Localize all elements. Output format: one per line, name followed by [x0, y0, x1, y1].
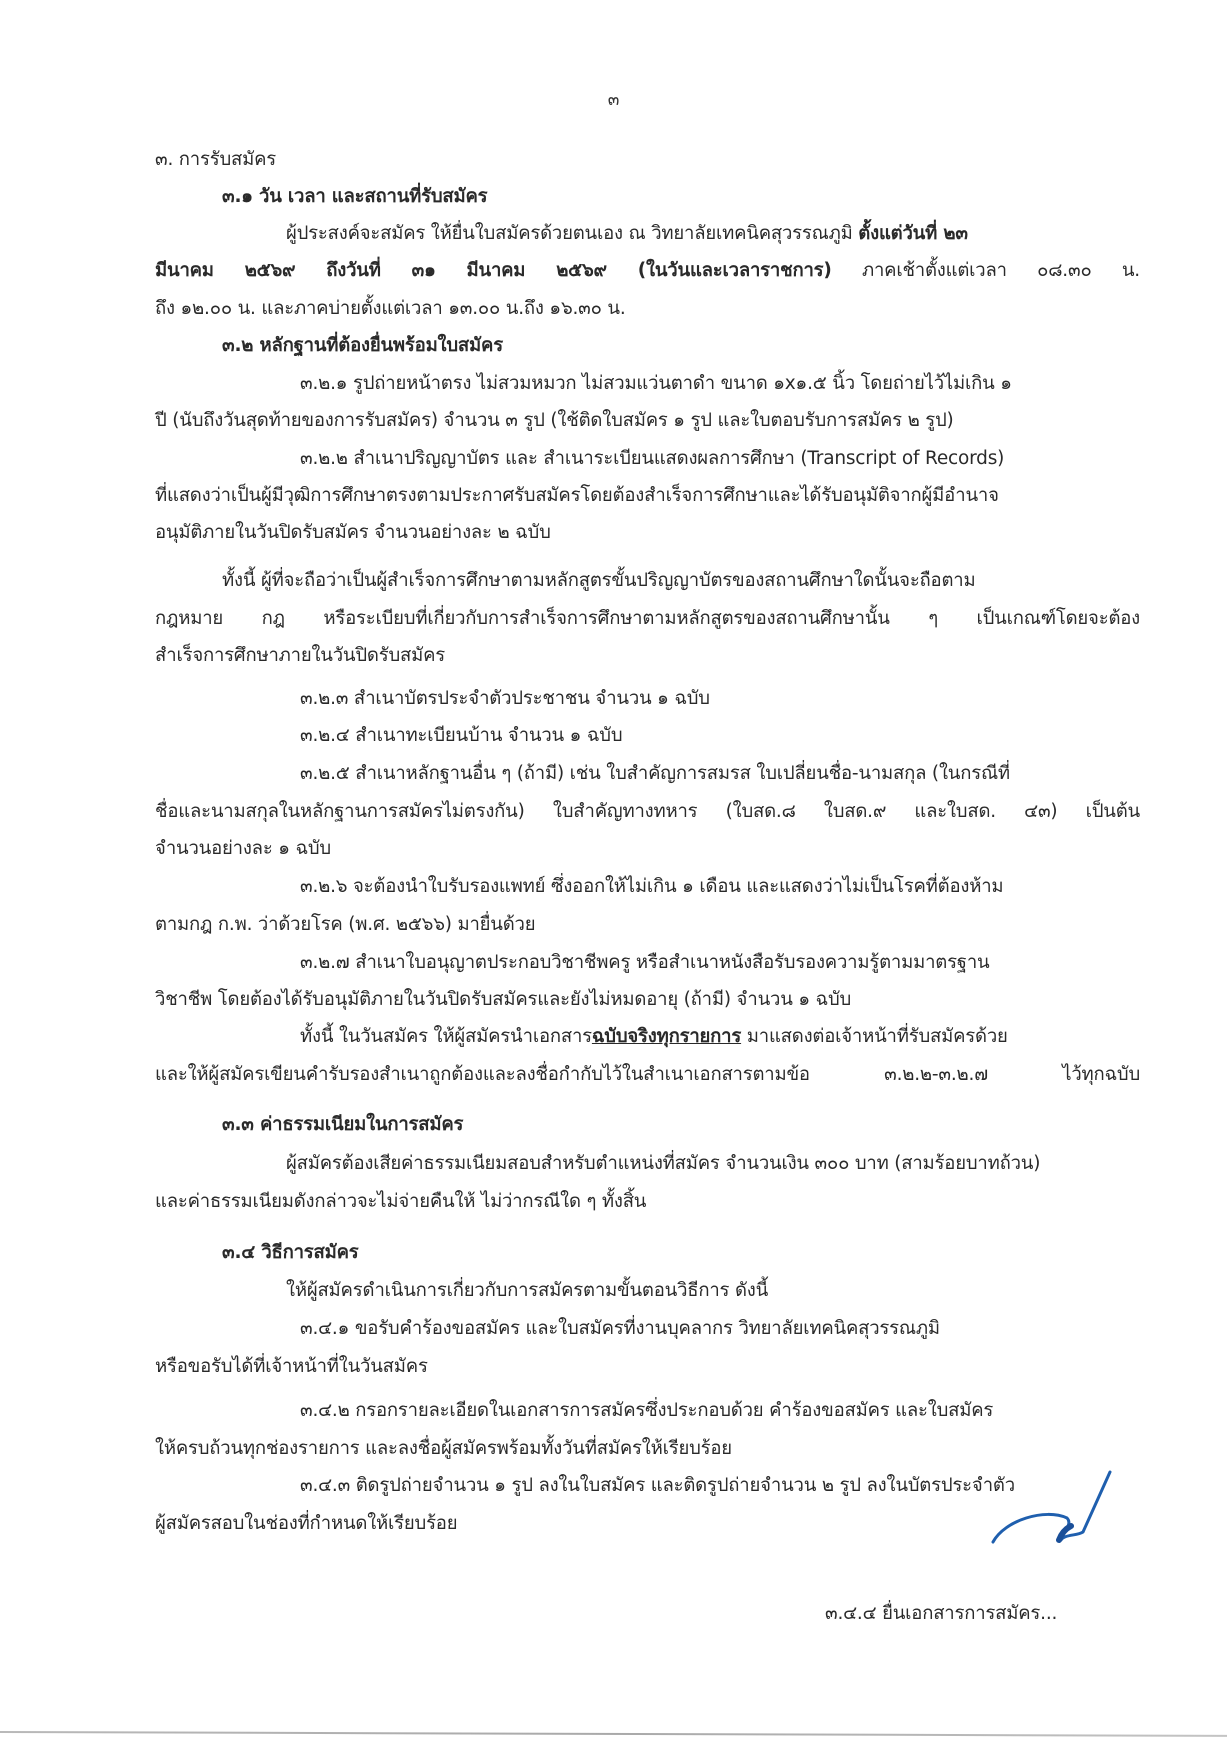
list-item-3-2-6-cont: ตามกฎ ก.พ. ว่าด้วยโรค (พ.ศ. ๒๕๖๖) มายื่นด้วย: [155, 914, 536, 935]
list-item-3-4-3-cont: ผู้สมัครสอบในช่องที่กำหนดให้เรียบร้อย: [155, 1513, 458, 1534]
list-item-3-2-1-cont: ปี (นับถึงวันสุดท้ายของการรับสมัคร) จำนวน ๓ รูป (ใช้ติดใบสมัคร ๑ รูป และใบตอบรับการสมัคร ๒ รูป): [155, 410, 954, 431]
subsection-heading-3-1: ๓.๑ วัน เวลา และสถานที่รับสมัคร: [222, 186, 488, 207]
text-span: ทั้งนี้ ในวันสมัคร ให้ผู้สมัครนำเอกสาร: [300, 1026, 592, 1047]
list-item-3-4-1-cont: หรือขอรับได้ที่เจ้าหน้าที่ในวันสมัคร: [155, 1356, 428, 1377]
list-item-3-2-3: ๓.๒.๓ สำเนาบัตรประจำตัวประชาชน จำนวน ๑ ฉบับ: [300, 688, 710, 709]
paragraph-line: [155, 258, 1140, 284]
list-item-3-2-5: ๓.๒.๕ สำเนาหลักฐานอื่น ๆ (ถ้ามี) เช่น ใบสำคัญการสมรส ใบเปลี่ยนชื่อ-นามสกุล (ในกรณีที่: [300, 763, 1010, 784]
list-item-3-4-2-cont: ให้ครบถ้วนทุกช่องรายการ และลงชื่อผู้สมัครพร้อมทั้งวันที่สมัครให้เรียบร้อย: [155, 1438, 732, 1459]
scan-edge-divider: [0, 1731, 1227, 1737]
original-documents-note: [300, 1024, 1008, 1050]
text-span: ผู้ประสงค์จะสมัคร ให้ยื่นใบสมัครด้วยตนเอง ณ วิทยาลัยเทคนิคสุวรรณภูมิ: [286, 223, 859, 244]
list-item-3-2-7: ๓.๒.๗ สำเนาใบอนุญาตประกอบวิชาชีพครู หรือสำเนาหนังสือรับรองความรู้ตามมาตรฐาน: [300, 952, 990, 973]
paragraph-line: [286, 221, 968, 247]
page-number: ๓: [607, 90, 620, 110]
continuation-marker: ๓.๔.๔ ยื่นเอกสารการสมัคร...: [825, 1603, 1058, 1624]
section-heading: ๓. การรับสมัคร: [155, 149, 277, 170]
list-item-3-2-6: ๓.๒.๖ จะต้องนำใบรับรองแพทย์ ซึ่งออกให้ไม่เกิน ๑ เดือน และแสดงว่าไม่เป็นโรคที่ต้องห้าม: [300, 876, 1004, 897]
list-item-3-4-3: ๓.๔.๓ ติดรูปถ่ายจำนวน ๑ รูป ลงในใบสมัคร และติดรูปถ่ายจำนวน ๒ รูป ลงในบัตรประจำตัว: [300, 1475, 1015, 1496]
procedure-intro: ให้ผู้สมัครดำเนินการเกี่ยวกับการสมัครตามขั้นตอนวิธีการ ดังนี้: [286, 1280, 769, 1301]
text-span: ภาคเช้าตั้งแต่เวลา ๐๘.๓๐ น.: [831, 260, 1140, 281]
bold-date-span: มีนาคม ๒๕๖๙ ถึงวันที่ ๓๑ มีนาคม ๒๕๖๙ (ในวันและเวลาราชการ): [155, 260, 832, 281]
paragraph-line: ถึง ๑๒.๐๐ น. และภาคบ่ายตั้งแต่เวลา ๑๓.๐๐ น.ถึง ๑๖.๓๐ น.: [155, 298, 626, 319]
bold-date-span: ตั้งแต่วันที่ ๒๓: [858, 223, 968, 244]
list-item-3-4-1: ๓.๔.๑ ขอรับคำร้องขอสมัคร และใบสมัครที่งานบุคลากร วิทยาลัยเทคนิคสุวรรณภูมิ: [300, 1318, 940, 1339]
text-span: มาแสดงต่อเจ้าหน้าที่รับสมัครด้วย: [741, 1026, 1008, 1047]
list-item-3-2-7-cont: วิชาชีพ โดยต้องได้รับอนุมัติภายในวันปิดรับสมัครและยังไม่หมดอายุ (ถ้ามี) จำนวน ๑ ฉบับ: [155, 989, 852, 1010]
list-item-3-2-2-cont: อนุมัติภายในวันปิดรับสมัคร จำนวนอย่างละ ๒ ฉบับ: [155, 522, 551, 543]
original-documents-note-cont: และให้ผู้สมัครเขียนคำรับรองสำเนาถูกต้องและลงชื่อกำกับไว้ในสำเนาเอกสารตามข้อ ๓.๒.๒-๓.๒.๗ ไว้ทุกฉบับ: [155, 1064, 1140, 1085]
signature-icon: [985, 1470, 1115, 1570]
subsection-heading-3-3: ๓.๓ ค่าธรรมเนียมในการสมัคร: [222, 1114, 464, 1135]
fee-paragraph: ผู้สมัครต้องเสียค่าธรรมเนียมสอบสำหรับตำแหน่งที่สมัคร จำนวนเงิน ๓๐๐ บาท (สามร้อยบาทถ้วน): [286, 1153, 1041, 1174]
subsection-heading-3-4: ๓.๔ วิธีการสมัคร: [222, 1242, 359, 1263]
note-paragraph: ทั้งนี้ ผู้ที่จะถือว่าเป็นผู้สำเร็จการศึกษาตามหลักสูตรขั้นปริญญาบัตรของสถานศึกษาใดนั้นจะถือตาม: [222, 570, 976, 591]
underlined-emphasis: ฉบับจริงทุกรายการ: [591, 1026, 742, 1047]
list-item-3-2-1: ๓.๒.๑ รูปถ่ายหน้าตรง ไม่สวมหมวก ไม่สวมแว่นตาดำ ขนาด ๑x๑.๕ นิ้ว โดยถ่ายไว้ไม่เกิน ๑: [300, 373, 1012, 394]
list-item-3-2-2-cont: ที่แสดงว่าเป็นผู้มีวุฒิการศึกษาตรงตามประกาศรับสมัครโดยต้องสำเร็จการศึกษาและได้รับอนุมัติจากผู้มีอำนาจ: [155, 485, 999, 506]
list-item-3-4-2: ๓.๔.๒ กรอกรายละเอียดในเอกสารการสมัครซึ่งประกอบด้วย คำร้องขอสมัคร และใบสมัคร: [300, 1400, 994, 1421]
list-item-3-2-5-cont: ชื่อและนามสกุลในหลักฐานการสมัครไม่ตรงกัน) ใบสำคัญทางทหาร (ใบสด.๘ ใบสด.๙ และใบสด. ๔๓) เป็นต้น: [155, 801, 1140, 822]
subsection-heading-3-2: ๓.๒ หลักฐานที่ต้องยื่นพร้อมใบสมัคร: [222, 335, 503, 356]
list-item-3-2-5-cont: จำนวนอย่างละ ๑ ฉบับ: [155, 838, 331, 859]
list-item-3-2-4: ๓.๒.๔ สำเนาทะเบียนบ้าน จำนวน ๑ ฉบับ: [300, 725, 623, 746]
list-item-3-2-2: ๓.๒.๒ สำเนาปริญญาบัตร และ สำเนาระเบียนแสดงผลการศึกษา (Transcript of Records): [300, 448, 1005, 469]
fee-paragraph-cont: และค่าธรรมเนียมดังกล่าวจะไม่จ่ายคืนให้ ไม่ว่ากรณีใด ๆ ทั้งสิ้น: [155, 1191, 647, 1212]
note-paragraph-cont: สำเร็จการศึกษาภายในวันปิดรับสมัคร: [155, 645, 446, 666]
note-paragraph-cont: กฎหมาย กฎ หรือระเบียบที่เกี่ยวกับการสำเร็จการศึกษาตามหลักสูตรของสถานศึกษานั้น ๆ เป็นเกณฑ์โดยจะต้อง: [155, 608, 1140, 629]
